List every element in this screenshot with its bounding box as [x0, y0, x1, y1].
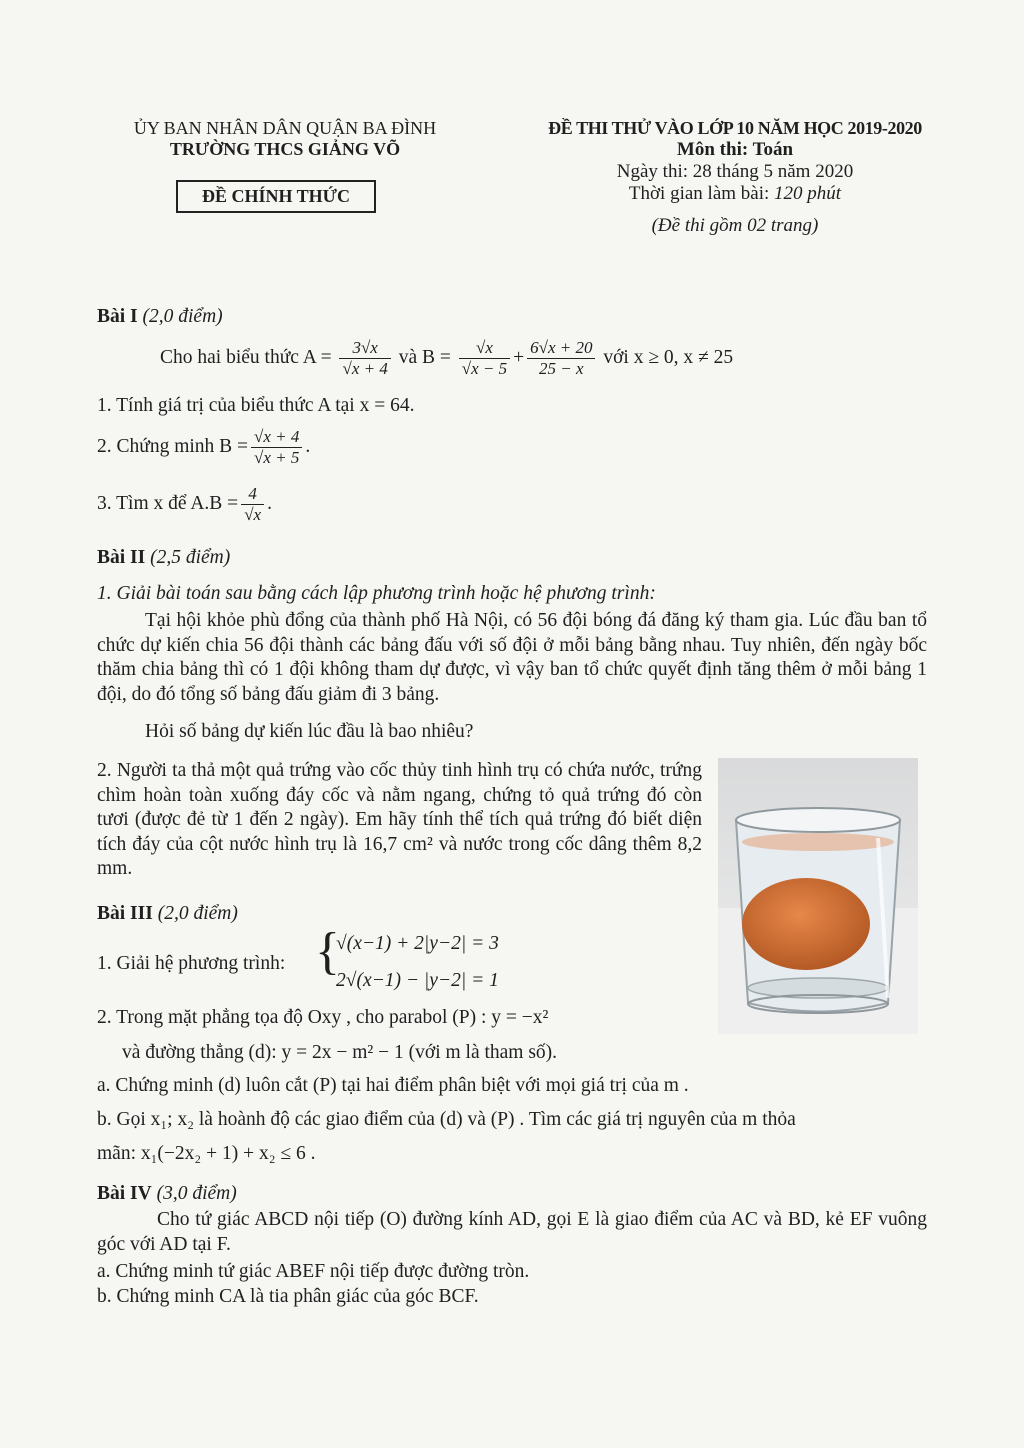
fraction-A: $\frac{3√x}{√x + 4}$: [339, 338, 390, 379]
system-brace: {: [315, 923, 340, 980]
district-committee: ỦY BAN NHÂN DÂN QUẬN BA ĐÌNH: [133, 118, 437, 138]
header-right: [515, 118, 955, 237]
bai3-heading: Bài III (2,0 điểm): [97, 903, 238, 924]
bai3-q1-lead: 1. Giải hệ phương trình:: [97, 953, 286, 974]
bai4-heading: Bài IV (3,0 điểm): [97, 1183, 237, 1204]
system-eq1: √(x−1) + 2|y−2| = 3: [336, 933, 499, 954]
school-name: TRƯỜNG THCS GIẢNG VÕ: [169, 139, 401, 159]
fraction-B2: $\frac{6√x + 20}{25 - x}$: [527, 338, 595, 379]
bai1-q1: 1. Tính giá trị của biểu thức A tại x = 64.: [97, 395, 415, 416]
bai3-q2-line1: 2. Trong mặt phẳng tọa độ Oxy , cho parabol (P) : y = −x²: [97, 1007, 549, 1028]
bai1-q2: 2. Chứng minh B = $\frac{√x + 4}{√x + 5}$ .: [97, 427, 311, 468]
bai2-p1-question: Hỏi số bảng dự kiến lúc đầu là bao nhiêu?: [145, 721, 474, 742]
bai4-qa: a. Chứng minh tứ giác ABEF nội tiếp được đường tròn.: [97, 1261, 530, 1282]
bai4-qb: b. Chứng minh CA là tia phân giác của góc BCF.: [97, 1286, 479, 1307]
official-label: ĐỀ CHÍNH THỨC: [176, 180, 376, 213]
bai4-body: Cho tứ giác ABCD nội tiếp (O) đường kính AD, gọi E là giao điểm của AC và BD, kẻ EF vuông góc với AD tại F.: [97, 1209, 927, 1255]
bai2-p2-body: 2. Người ta thả một quả trứng vào cốc thủy tinh hình trụ có chứa nước, trứng chìm hoàn toàn xuống đáy cốc và nằm ngang, chứng tỏ quả trứng đó còn tươi (được đẻ từ 1 đến 2 ngày). Em hãy tính thể tích quả trứng đó biết diện tích đáy của cột nước hình trụ là 16,7 cm² và nước trong cốc dâng thêm 8,2 mm.: [97, 760, 703, 879]
exam-duration: Thời gian làm bài: 120 phút: [628, 183, 842, 204]
exam-subject: Môn thi: Toán: [676, 139, 794, 160]
bai2-heading: Bài II (2,5 điểm): [97, 547, 231, 568]
bai2-p1-body: Tại hội khỏe phù đổng của thành phố Hà Nội, có 56 đội bóng đá đăng ký tham gia. Lúc đầu ban tổ chức dự kiến chia 56 đội thành các bảng đấu với số đội ở mỗi bảng bằng nhau. Tuy nhiên, đến ngày bốc thăm chia bảng thì có 1 đội không tham dự được, vì vậy ban tổ chức quyết định tăng thêm ở mỗi bảng 1 đội, do đó tổng số bảng đấu giảm đi 3 bảng.: [97, 610, 927, 705]
egg-glass-illustration: [718, 758, 918, 1034]
system-eq2: 2√(x−1) − |y−2| = 1: [336, 970, 499, 991]
bai1-heading: Bài I (2,0 điểm): [97, 306, 223, 327]
bai2-p1-heading: 1. Giải bài toán sau bằng cách lập phương trình hoặc hệ phương trình:: [97, 583, 656, 604]
exam-date: Ngày thi: 28 tháng 5 năm 2020: [616, 161, 854, 182]
fraction-B1: $\frac{√x}{√x - 5}$: [459, 338, 510, 379]
header-left: [100, 118, 470, 160]
bai1-intro: Cho hai biểu thức A = $\frac{3√x}{√x + 4}$ và B = $\frac{√x}{√x - 5}$ + $\frac{6√x + 20}{25 - x}$ với x ≥ 0, x ≠ 25: [160, 338, 734, 379]
bai3-qb-line1: b. Gọi x₁; x₂ là hoành độ các giao điểm của (d) và (P) . Tìm các giá trị nguyên của m thỏa: [97, 1109, 796, 1130]
bai3-qa: a. Chứng minh (d) luôn cắt (P) tại hai điểm phân biệt với mọi giá trị của m .: [97, 1075, 689, 1096]
bai1-q3: 3. Tìm x để A.B = $\frac{4}{√x}$ .: [97, 484, 272, 525]
bai3-q2-line2: và đường thẳng (d): y = 2x − m² − 1 (với m là tham số).: [122, 1042, 558, 1063]
pages-note: (Đề thi gồm 02 trang): [651, 215, 819, 236]
bai3-qb-line2: mãn: x₁(−2x₂ + 1) + x₂ ≤ 6 .: [97, 1143, 316, 1164]
egg-in-glass-image: [718, 758, 918, 1034]
exam-title: ĐỀ THI THỬ VÀO LỚP 10 NĂM HỌC 2019-2020: [548, 118, 922, 138]
